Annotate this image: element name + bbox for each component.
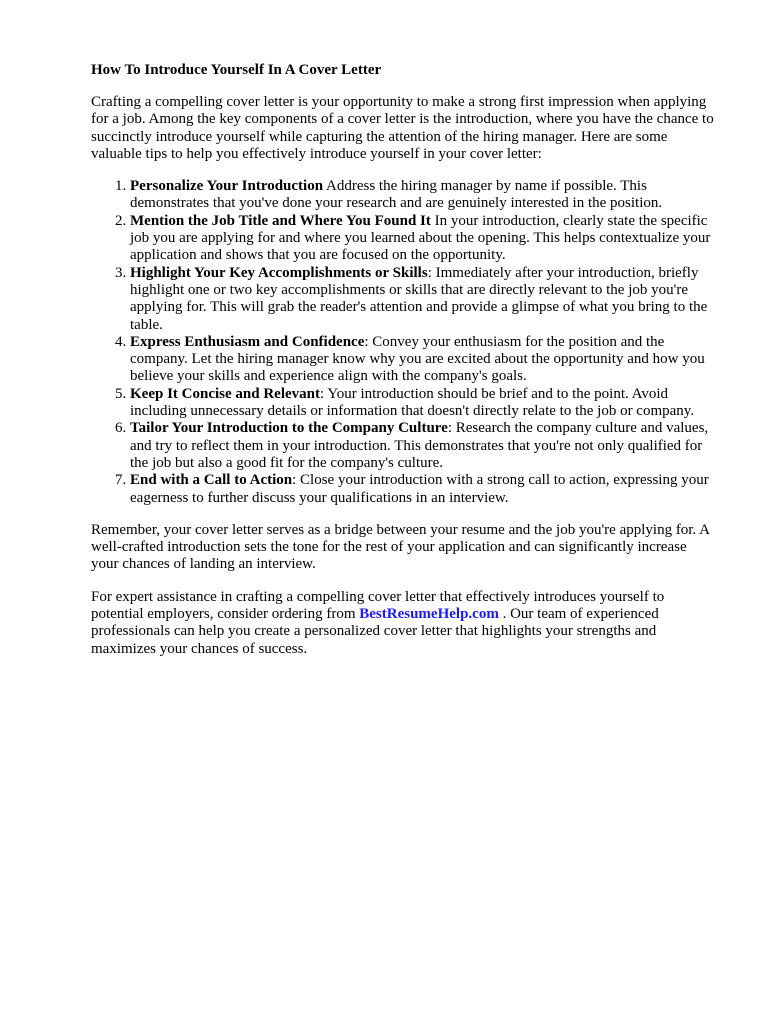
- tip-separator: :: [320, 385, 328, 402]
- closing-paragraph: Remember, your cover letter serves as a bridge between your resume and the job you're applying for. A well-crafted introduction sets the tone for the rest of your application and can significantly increase your chances of landing an interview.: [91, 521, 710, 573]
- tip-text: Convey your enthusiasm for the position and the company. Let the hiring manager know why you are excited about the opportunity and how you believe your skills and experience align with the company's goals.: [130, 333, 705, 385]
- list-item: [130, 420, 716, 472]
- intro-paragraph: Crafting a compelling cover letter is your opportunity to make a strong first impression when applying for a job. Among the key components of a cover letter is the introduction, where you have the chance to succinctly introduce yourself while capturing the attention of the hiring manager. Here are some valuable tips to help you effectively introduce yourself in your cover letter:: [91, 94, 714, 162]
- page-title: How To Introduce Yourself In A Cover Letter: [91, 62, 382, 78]
- cta-paragraph: [91, 589, 716, 658]
- tip-separator: :: [447, 420, 456, 437]
- tip-heading: Express Enthusiasm and Confidence: [130, 333, 365, 350]
- tip-heading: End with a Call to Action: [130, 472, 293, 489]
- tip-text: Immediately after your introduction, briefly highlight one or two key accomplishments or skills that are directly relevant to the job you're applying for. This will grab the reader's attention and provide a glimpse of what you bring to the table.: [130, 264, 708, 333]
- cta-text-before: For expert assistance in crafting a compelling cover letter that effectively introduces yourself to potential employers, consider ordering from: [91, 588, 665, 623]
- best-resume-help-link[interactable]: BestResumeHelp.com: [359, 606, 499, 623]
- tip-heading: Personalize Your Introduction: [130, 178, 324, 195]
- list-item: [130, 386, 716, 421]
- list-item: [130, 334, 716, 386]
- list-item: [130, 178, 716, 213]
- tip-heading: Mention the Job Title and Where You Found It: [130, 212, 431, 229]
- list-item: [130, 265, 716, 334]
- tip-separator: :: [427, 264, 436, 281]
- tips-list: [91, 178, 716, 507]
- tip-text: Close your introduction with a strong call to action, expressing your eagerness to further discuss your qualifications in an interview.: [130, 472, 709, 506]
- tip-heading: Tailor Your Introduction to the Company Culture: [130, 420, 448, 437]
- tip-heading: Keep It Concise and Relevant: [130, 385, 320, 402]
- tip-text: In your introduction, clearly state the specific job you are applying for and where you learned about the opening. This helps contextualize your application and shows that you are focused on the opportunity.: [130, 212, 711, 264]
- tip-text: Your introduction should be brief and to the point. Avoid including unnecessary details or information that doesn't directly relate to the job or company.: [130, 385, 695, 420]
- list-item: [130, 213, 716, 265]
- tip-text: Research the company culture and values, and try to reflect them in your introduction. This demonstrates that you're not only qualified for the job but also a good fit for the company's culture.: [130, 420, 709, 471]
- tip-text: Address the hiring manager by name if possible. This demonstrates that you've done your research and are genuinely interested in the position.: [130, 178, 663, 212]
- list-item: [130, 472, 716, 507]
- tip-heading: Highlight Your Key Accomplishments or Skills: [130, 264, 428, 281]
- tip-separator: :: [292, 472, 301, 489]
- tip-separator: :: [364, 333, 373, 350]
- cta-text-after: . Our team of experienced professionals can help you create a personalized cover letter that highlights your strengths and maximizes your chances of success.: [91, 606, 659, 657]
